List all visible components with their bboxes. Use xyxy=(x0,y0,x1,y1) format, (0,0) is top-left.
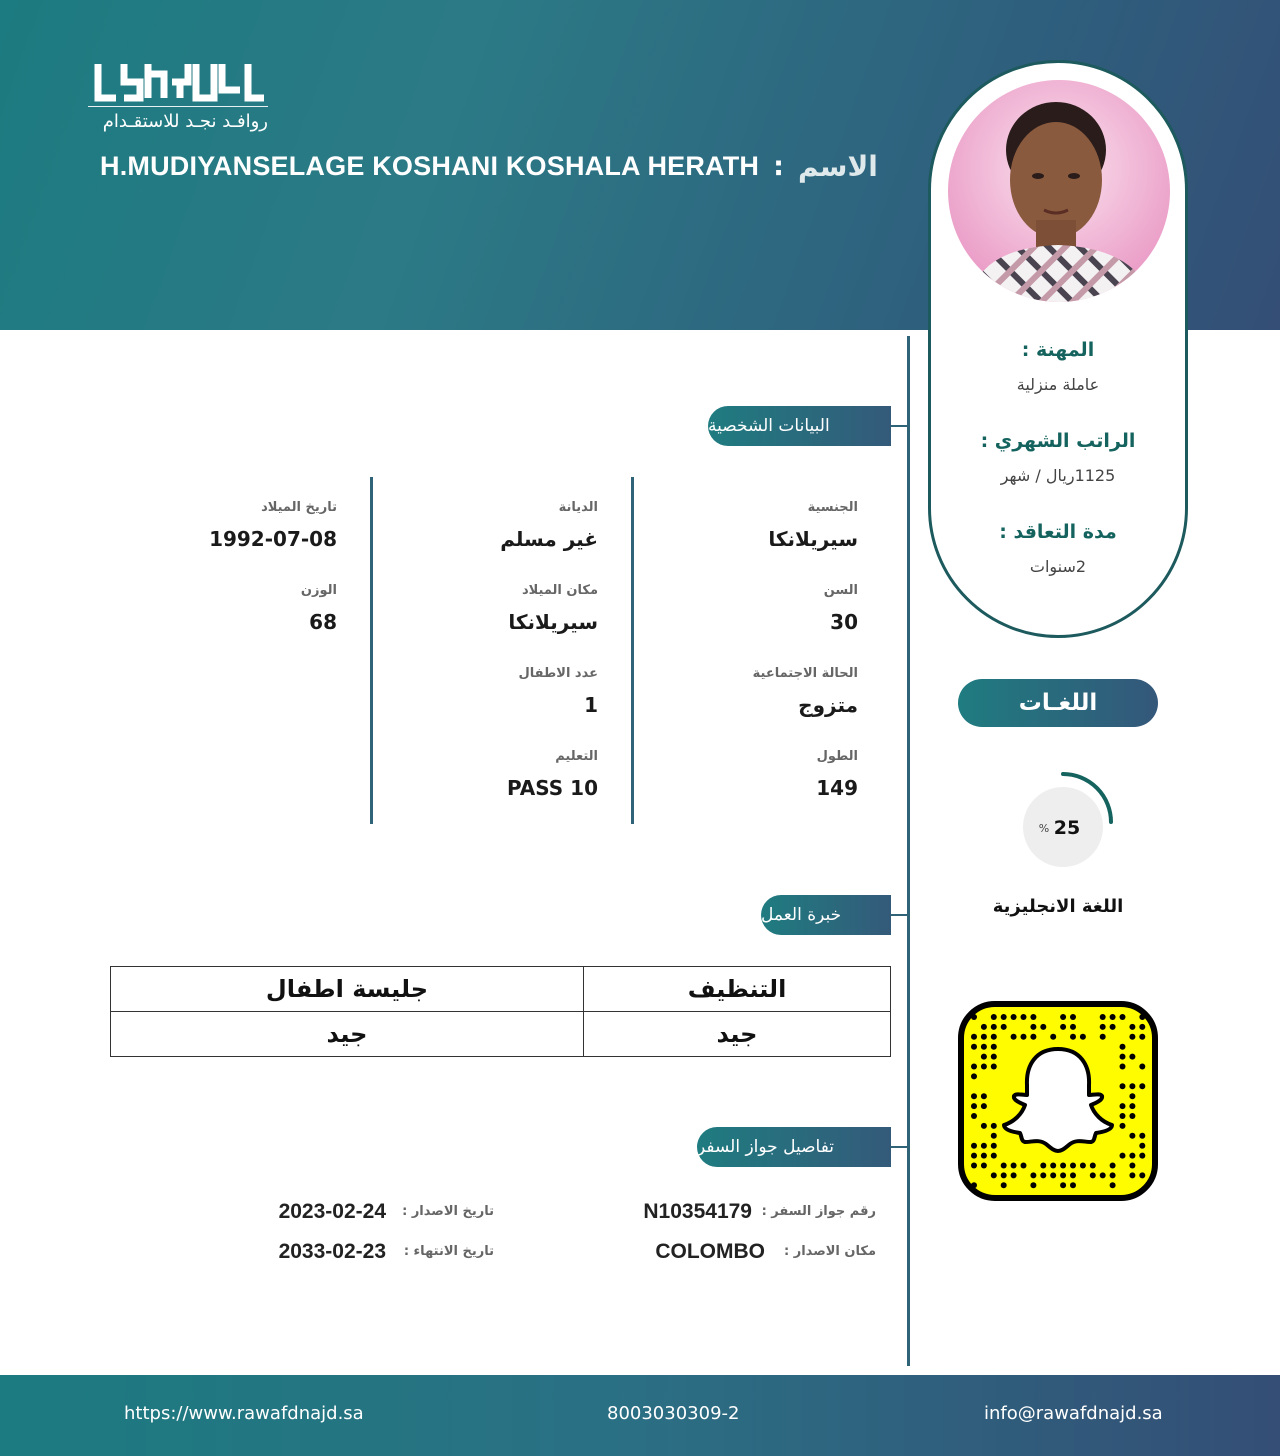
snapcode-dot xyxy=(1001,1163,1007,1169)
snapcode-dot xyxy=(1110,1163,1116,1169)
profile-card xyxy=(928,60,1188,638)
snapcode-dot xyxy=(1139,1034,1145,1040)
logo-divider xyxy=(88,106,268,107)
age-label: السن xyxy=(823,583,858,598)
snapcode-dot xyxy=(1001,1014,1007,1020)
snapcode-dot xyxy=(1080,1163,1086,1169)
snapcode-dot xyxy=(1129,1034,1135,1040)
snapcode-dot xyxy=(1021,1014,1027,1020)
experience-value-babysitting: جيد xyxy=(111,1012,584,1057)
snapcode-dot xyxy=(1139,1153,1145,1159)
snapcode-dot xyxy=(1030,1024,1036,1030)
snapcode-dot xyxy=(1100,1014,1106,1020)
birthdate-label: تاريخ الميلاد xyxy=(261,500,337,515)
snapcode-dot xyxy=(1001,1182,1007,1188)
snapcode-dot xyxy=(1070,1172,1076,1178)
languages-title: اللغـات xyxy=(958,679,1158,727)
snapcode-dot xyxy=(991,1024,997,1030)
snapcode-dot xyxy=(1100,1034,1106,1040)
snapcode-dot xyxy=(1120,1113,1126,1119)
snapcode-dot xyxy=(991,1044,997,1050)
snapcode-dot xyxy=(1129,1083,1135,1089)
personal-data-tab: البيانات الشخصية xyxy=(708,406,891,446)
snapcode-dot xyxy=(1139,1172,1145,1178)
snapcode-dot xyxy=(1090,1172,1096,1178)
snapcode-dot xyxy=(1050,1163,1056,1169)
snapcode-dot xyxy=(991,1034,997,1040)
issue-date-label: تاريخ الاصدار : xyxy=(402,1204,494,1219)
education-value: PASS 10 xyxy=(506,776,598,800)
nationality-value: سيريلانكا xyxy=(768,527,858,551)
snapcode-dot xyxy=(1139,1083,1145,1089)
snapcode-dot xyxy=(1120,1083,1126,1089)
salary-label: الراتب الشهري : xyxy=(980,430,1136,452)
snapcode-dot xyxy=(981,1153,987,1159)
education-label: التعليم xyxy=(555,749,598,764)
snapchat-snapcode[interactable] xyxy=(958,1001,1158,1201)
table-row xyxy=(111,967,891,1012)
gauge-percent-value: 25 xyxy=(1053,817,1081,839)
experience-table xyxy=(110,966,891,1057)
snapcode-dot xyxy=(1060,1024,1066,1030)
snapcode-dot xyxy=(1129,1054,1135,1060)
personal-tab-connector xyxy=(891,425,908,427)
snapcode-dot xyxy=(991,1172,997,1178)
website-link[interactable]: https://www.rawafdnajd.sa xyxy=(124,1403,364,1424)
snapcode-dot xyxy=(1011,1172,1017,1178)
email-link[interactable]: info@rawafdnajd.sa xyxy=(984,1403,1163,1424)
age-value: 30 xyxy=(830,610,858,634)
snapcode-dot xyxy=(971,1143,977,1149)
snapcode-dot xyxy=(1139,1024,1145,1030)
snapcode-dot xyxy=(991,1133,997,1139)
snapcode-dot xyxy=(981,1054,987,1060)
snapcode-dot xyxy=(1060,1014,1066,1020)
snapcode-dot xyxy=(971,1153,977,1159)
expiry-date-value: 2033-02-23 xyxy=(278,1240,386,1263)
snapcode-dot xyxy=(1001,1172,1007,1178)
snapcode-dot xyxy=(1129,1153,1135,1159)
snapcode-dot xyxy=(1070,1034,1076,1040)
snapcode-dot xyxy=(981,1143,987,1149)
passport-number-label: رقم جواز السفر : xyxy=(761,1204,876,1219)
marital-status-value: متزوج xyxy=(798,693,858,717)
snapcode-dot xyxy=(991,1054,997,1060)
snapcode-dot xyxy=(1120,1054,1126,1060)
language-name: اللغة الانجليزية xyxy=(992,896,1124,917)
snapcode-dot xyxy=(991,1064,997,1070)
profession-value: عاملة منزلية xyxy=(1016,375,1100,394)
snapcode-dot xyxy=(971,1103,977,1109)
snapcode-dot xyxy=(971,1093,977,1099)
phone-link[interactable]: 8003030309-2 xyxy=(607,1403,740,1424)
snapcode-dot xyxy=(1139,1143,1145,1149)
religion-value: غير مسلم xyxy=(500,527,598,551)
snapcode-dot xyxy=(1070,1014,1076,1020)
gauge-percent-sign: % xyxy=(1038,822,1050,835)
snapcode-dot xyxy=(971,1113,977,1119)
name-colon: : xyxy=(773,150,784,182)
footer-bar xyxy=(0,1375,1280,1456)
name-label: الاسم xyxy=(797,149,878,183)
issue-place-value: COLOMBO xyxy=(655,1240,765,1263)
snapcode-dot xyxy=(1110,1182,1116,1188)
snapcode-dot xyxy=(1011,1163,1017,1169)
snapcode-dot xyxy=(1070,1024,1076,1030)
snapcode-dot xyxy=(1070,1163,1076,1169)
issue-place-label: مكان الاصدار : xyxy=(784,1244,876,1259)
snapcode-dot xyxy=(1129,1133,1135,1139)
snapcode-dot xyxy=(1050,1172,1056,1178)
snapcode-dot xyxy=(1030,1172,1036,1178)
snapcode-dot xyxy=(991,1143,997,1149)
passport-details-tab: تفاصيل جواز السفر xyxy=(697,1127,891,1167)
profession-label: المهنة : xyxy=(1021,339,1095,361)
snapcode-dot xyxy=(991,1014,997,1020)
snapcode-dot xyxy=(981,1064,987,1070)
snapcode-dot xyxy=(981,1103,987,1109)
snapcode-dot xyxy=(1139,1014,1145,1020)
snapcode-dot xyxy=(971,1044,977,1050)
snapcode-dot xyxy=(1060,1182,1066,1188)
candidate-name-line xyxy=(100,146,900,186)
weight-value: 68 xyxy=(309,610,337,634)
person-photo-icon xyxy=(948,80,1170,302)
company-logo[interactable] xyxy=(88,58,272,138)
snapcode-dot xyxy=(1120,1064,1126,1070)
snapcode-dot xyxy=(1030,1034,1036,1040)
logo-text: روافـد نجـد للاستقـدام xyxy=(102,111,268,132)
snapcode-dot xyxy=(1040,1024,1046,1030)
snapcode-dot xyxy=(981,1034,987,1040)
snapcode-dot xyxy=(991,1153,997,1159)
logo-mark-icon xyxy=(94,62,266,102)
snapcode-dot xyxy=(1129,1024,1135,1030)
experience-tab: خبرة العمل xyxy=(761,895,891,935)
children-count-label: عدد الاطفال xyxy=(518,666,598,681)
snapcode-dot xyxy=(1030,1014,1036,1020)
birthplace-value: سيريلانكا xyxy=(508,610,598,634)
snapcode-dot xyxy=(1100,1024,1106,1030)
snapcode-dot xyxy=(1139,1064,1145,1070)
snapcode-dot xyxy=(981,1024,987,1030)
snapcode-dot xyxy=(1129,1163,1135,1169)
issue-date-value: 2023-02-24 xyxy=(278,1200,386,1223)
snapcode-dot xyxy=(1001,1024,1007,1030)
snapcode-dot xyxy=(991,1123,997,1129)
snapcode-dot xyxy=(1040,1163,1046,1169)
snapcode-dot xyxy=(1129,1103,1135,1109)
salary-value: 1125ريال / شهر xyxy=(1000,466,1116,485)
experience-header-cleaning: التنظيف xyxy=(584,967,891,1012)
snapcode-dot xyxy=(1110,1172,1116,1178)
height-value: 149 xyxy=(816,776,858,800)
snapcode-dot xyxy=(1080,1034,1086,1040)
expiry-date-label: تاريخ الانتهاء : xyxy=(403,1244,494,1259)
contract-label: مدة التعاقد : xyxy=(999,521,1117,543)
experience-tab-connector xyxy=(891,914,908,916)
snapcode-dot xyxy=(1139,1133,1145,1139)
snapcode-dot xyxy=(981,1123,987,1129)
height-label: الطول xyxy=(816,749,858,764)
snapcode-dot xyxy=(1110,1024,1116,1030)
snapcode-dot xyxy=(1021,1034,1027,1040)
snapcode-dot xyxy=(1021,1163,1027,1169)
snapcode-dot xyxy=(1011,1014,1017,1020)
snapcode-dot xyxy=(971,1064,977,1070)
snapcode-dot xyxy=(1060,1163,1066,1169)
snapcode-dot xyxy=(981,1044,987,1050)
religion-label: الديانة xyxy=(558,500,598,515)
snapcode-dot xyxy=(1070,1182,1076,1188)
snapcode-dot xyxy=(1129,1113,1135,1119)
passport-number-value: N10354179 xyxy=(643,1200,752,1223)
snapcode-dot xyxy=(1030,1182,1036,1188)
snapcode-dot xyxy=(1110,1014,1116,1020)
snapcode-dot xyxy=(1129,1093,1135,1099)
snapcode-dot xyxy=(1011,1034,1017,1040)
snapcode-dot xyxy=(971,1014,977,1020)
snapcode-dot xyxy=(1129,1172,1135,1178)
snapcode-dot xyxy=(1060,1172,1066,1178)
snapcode-dot xyxy=(1050,1034,1056,1040)
snapcode-dot xyxy=(1120,1103,1126,1109)
snapcode-dot xyxy=(1100,1172,1106,1178)
snapcode-dot xyxy=(1120,1044,1126,1050)
snapcode-dot xyxy=(981,1093,987,1099)
birthdate-value: 1992-07-08 xyxy=(209,527,337,551)
passport-tab-connector xyxy=(891,1146,908,1148)
nationality-label: الجنسية xyxy=(807,500,858,515)
snapcode-dot xyxy=(971,1073,977,1079)
experience-header-babysitting: جليسة اطفال xyxy=(111,967,584,1012)
snapcode-dot xyxy=(1120,1123,1126,1129)
snapcode-dot xyxy=(981,1163,987,1169)
snapcode-dot xyxy=(1120,1153,1126,1159)
experience-value-cleaning: جيد xyxy=(584,1012,891,1057)
birthplace-label: مكان الميلاد xyxy=(521,583,598,598)
section-vertical-line xyxy=(907,336,910,1366)
children-count-value: 1 xyxy=(584,693,598,717)
snapcode-dot xyxy=(1090,1163,1096,1169)
snapcode-dot xyxy=(1120,1014,1126,1020)
snapcode-dot xyxy=(971,1182,977,1188)
weight-label: الوزن xyxy=(300,583,337,598)
marital-status-label: الحالة الاجتماعية xyxy=(752,666,858,681)
contract-value: 2سنوات xyxy=(1029,557,1087,576)
table-row xyxy=(111,1012,891,1057)
snapcode-dot xyxy=(971,1163,977,1169)
candidate-photo xyxy=(948,80,1170,302)
snapcode-dot xyxy=(971,1034,977,1040)
candidate-name: H.MUDIYANSELAGE KOSHANI KOSHALA HERATH xyxy=(100,150,760,181)
language-progress-gauge xyxy=(1011,770,1115,874)
snapcode-dot xyxy=(1040,1172,1046,1178)
